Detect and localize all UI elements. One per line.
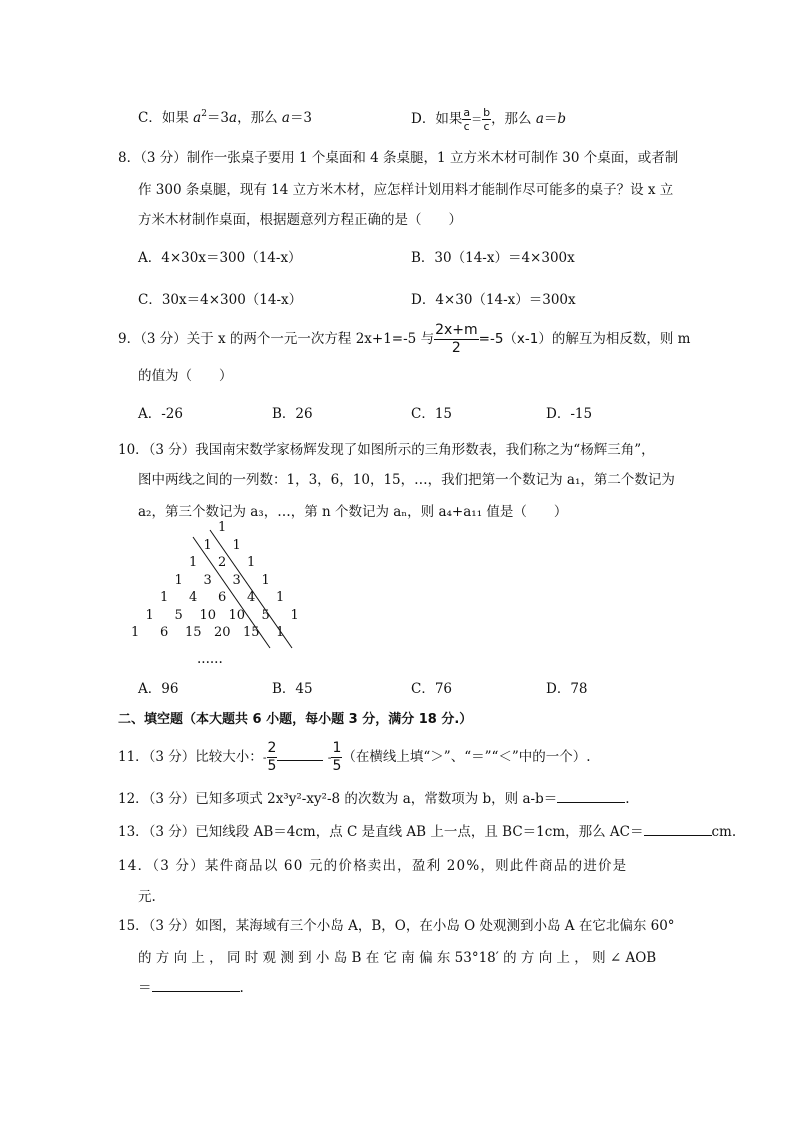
- q7-option-d-mid: ，那么: [491, 111, 536, 127]
- q11-fraction-1: [267, 740, 278, 775]
- q11-answer-blank[interactable]: [277, 748, 323, 761]
- q8-option-b: B．30（14-x）＝4×300x: [411, 250, 575, 266]
- triangle-number-r5-c2: 4: [189, 590, 198, 605]
- triangle-number-r5-c1: 1: [160, 590, 169, 605]
- triangle-number-r6-c6: 1: [290, 607, 299, 623]
- q11-fraction-2: [331, 740, 342, 775]
- q10-option-d: D．78: [546, 681, 588, 697]
- triangle-number-r1-c1: 1: [218, 520, 227, 535]
- q8-option-a: A．4×30x＝300（14-x）: [138, 250, 302, 266]
- q7-option-d-prefix: D．如果: [411, 111, 463, 127]
- q7-option-c-mid: ，那么: [237, 110, 282, 126]
- q9-stem-end: 的解互为相反数，则 m: [551, 331, 691, 347]
- triangle-number-r6-c1: 1: [145, 607, 154, 623]
- q13-stem: 13．（3 分）已知线段 AB＝4cm，点 C 是直线 AB 上一点，且 BC＝1cm，那么 AC＝: [118, 824, 644, 840]
- yang-hui-triangle-figure: [130, 520, 330, 670]
- triangle-number-r4-c2: 3: [203, 572, 212, 588]
- q9-line-1: [118, 322, 690, 357]
- q7-option-d: D．如果 $\frac{a}{c}$ ＝ $\frac{b}{c}$ ，那么 a＝b: [411, 106, 567, 133]
- q11-stem: 11．（3 分）比较大小：: [118, 749, 263, 765]
- q15-line-3: [138, 976, 244, 996]
- triangle-number-r3-c3: 1: [247, 555, 256, 570]
- q13-line: [118, 820, 736, 840]
- section-2-heading: 二、填空题（本大题共 6 小题，每小题 3 分，满分 18 分.）: [118, 712, 473, 727]
- q12-answer-blank[interactable]: [557, 790, 625, 803]
- q15-line-2: 的 方 向 上 ， 同 时 观 测 到 小 岛 B 在 它 南 偏 东 53°18′ 的 方 向 上 ， 则 ∠ AOB: [138, 950, 657, 966]
- q9-fraction-denominator: 2: [451, 340, 461, 356]
- triangle-number-r2-c2: 1: [232, 537, 241, 553]
- q10-option-c: C．76: [411, 681, 453, 697]
- triangle-number-r6-c2: 5: [174, 607, 183, 623]
- triangle-number-r4-c1: 1: [174, 572, 183, 588]
- q14-line-1: 14．（3 分）某件商品以 60 元的价格卖出，盈利 20%，则此件商品的进价是: [118, 858, 628, 874]
- q9-fraction: [434, 322, 479, 357]
- q15-equals: ＝: [138, 980, 152, 996]
- q11-fraction-1-denominator: 5: [267, 758, 277, 774]
- q11-line: 11．（3 分）比较大小：- $\frac{2}{5}$ - $\frac{1}{5}$ （在横线上填“＞”、“＝”“＜”中的一个）.: [118, 740, 591, 774]
- q10-line-1: 10．（3 分）我国南宋数学家杨辉发现了如图所示的三角形数表，我们称之为“杨辉三角”，: [118, 442, 655, 458]
- q12-end: .: [625, 791, 630, 807]
- triangle-number-r3-c1: 1: [189, 555, 198, 570]
- q11-fraction-2-denominator: 5: [332, 758, 342, 774]
- q7-fraction-b-over-c: $\frac{b}{c}$: [483, 106, 491, 133]
- q9-option-a: A．-26: [138, 406, 183, 422]
- triangle-number-r6-c3: 10: [199, 607, 217, 623]
- q9-option-b: B．26: [272, 406, 313, 422]
- q13-answer-blank[interactable]: [644, 823, 712, 836]
- q10-option-a: A．96: [138, 681, 179, 697]
- triangle-number-r5-c5: 1: [276, 590, 285, 605]
- q9-line-2: 的值为（ ）: [138, 368, 233, 384]
- triangle-number-r5-c3: 6: [218, 590, 227, 605]
- triangle-number-r7-c3: 15: [185, 625, 202, 640]
- q15-line-1: 15．（3 分）如图，某海域有三个小岛 A，B，O，在小岛 O 处观测到小岛 A 在它北偏东 60°: [118, 918, 675, 934]
- triangle-number-r2-c1: 1: [203, 537, 212, 553]
- triangle-number-r6-c4: 10: [228, 607, 246, 623]
- q11-instruction: （在横线上填“＞”、“＝”“＜”中的一个）.: [342, 749, 591, 765]
- q8-option-c: C．30x＝4×300（14-x）: [138, 292, 303, 308]
- q7-option-c: C．如果 $a^2=3a$，那么 a＝3: [138, 109, 313, 126]
- q10-line-2: 图中两线之间的一列数：1，3，6，10，15，…，我们把第一个数记为 a₁，第二个数记为: [138, 472, 675, 488]
- triangle-number-r7-c4: 20: [214, 625, 231, 640]
- q15-answer-blank[interactable]: [152, 979, 240, 992]
- q15-end: .: [239, 980, 244, 996]
- triangle-number-r7-c2: 6: [160, 625, 169, 640]
- q14-line-2: 元.: [138, 889, 156, 905]
- q10-line-3: a₂，第三个数记为 a₃，…，第 n 个数记为 aₙ，则 a₄+a₁₁ 值是（ ）: [138, 504, 568, 520]
- q8-line-1: 8．（3 分）制作一张桌子要用 1 个桌面和 4 条桌腿，1 立方米木材可制作 30 个桌面，或者制: [118, 150, 679, 166]
- q13-end: cm.: [711, 824, 737, 840]
- q7-option-c-prefix: C．如果: [138, 110, 194, 126]
- triangle-number-r7-c6: 1: [276, 625, 285, 640]
- q12-stem: 12．（3 分）已知多项式 2x³y²-xy²-8 的次数为 a，常数项为 b，则 a-b＝: [118, 791, 558, 807]
- triangle-number-r7-c5: 15: [243, 625, 260, 640]
- q9-option-c: C．15: [411, 406, 453, 422]
- q11-fraction-1-numerator: 2: [267, 740, 277, 756]
- triangle-ellipsis: ......: [197, 651, 223, 667]
- triangle-number-r5-c4: 4: [247, 590, 256, 605]
- q9-stem-start: 9．（3 分）关于 x 的两个一元一次方程 2x+1=-5 与: [118, 331, 435, 347]
- triangle-number-r6-c5: 5: [261, 607, 270, 623]
- triangle-number-r4-c3: 3: [232, 572, 241, 588]
- q7-fraction-a-over-c: $\frac{a}{c}$: [463, 106, 471, 133]
- triangle-number-r7-c1: 1: [131, 625, 140, 640]
- triangle-number-r3-c2: 2: [218, 555, 227, 570]
- q9-equation-rest: =-5（x-1）: [478, 331, 552, 347]
- q9-fraction-numerator: 2x+m: [435, 322, 478, 338]
- q12-line: [118, 787, 630, 807]
- q9-option-d: D．-15: [546, 406, 593, 422]
- q11-fraction-2-numerator: 1: [332, 740, 342, 756]
- triangle-number-r4-c4: 1: [261, 572, 270, 588]
- q8-option-d: D．4×30（14-x）＝300x: [411, 292, 576, 308]
- q8-line-2: 作 300 条桌腿，现有 14 立方米木材，应怎样计划用料才能制作尽可能多的桌子？设 x 立: [138, 182, 674, 198]
- q8-line-3: 方米木材制作桌面，根据题意列方程正确的是（ ）: [138, 212, 462, 228]
- q10-option-b: B．45: [272, 681, 313, 697]
